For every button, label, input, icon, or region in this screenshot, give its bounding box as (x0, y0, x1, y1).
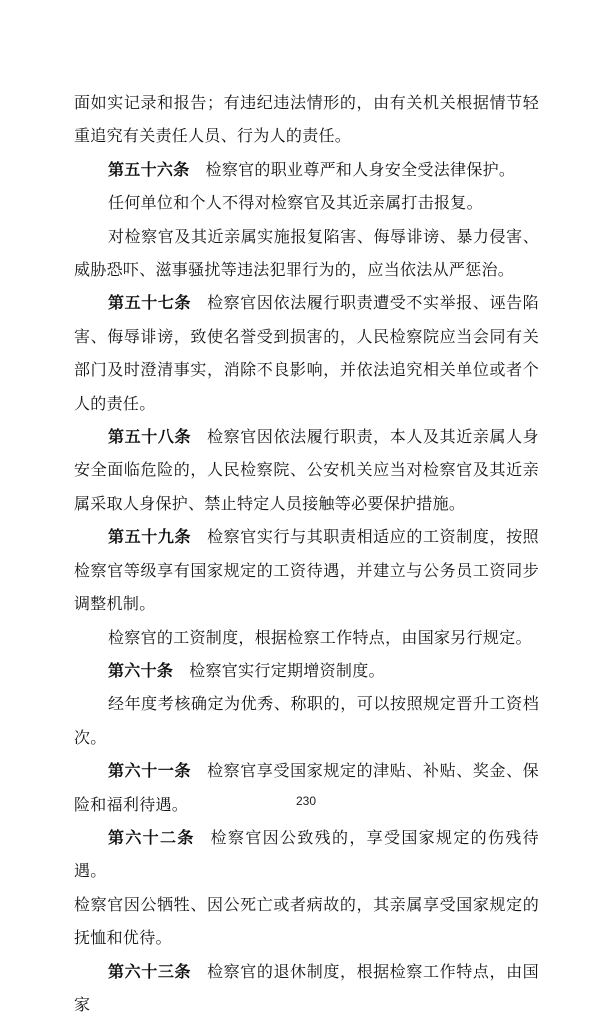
paragraph-text: 面如实记录和报告；有违纪违法情形的，由有关机关根据情节轻重追究有关责任人员、行为人的责任。 (74, 93, 539, 146)
paragraph (74, 955, 539, 1021)
paragraph-text: 检察官的工资制度，根据检察工作特点，由国家另行规定。 (108, 627, 532, 647)
paragraph-text: 检察官因公牺牲、因公死亡或者病故的，其亲属享受国家规定的抚恤和优待。 (74, 894, 539, 948)
paragraph-text: 对检察官及其近亲属实施报复陷害、侮辱诽谤、暴力侵害、威胁恐吓、滋事骚扰等违法犯罪行为的，应当依法从严惩治。 (74, 226, 539, 280)
paragraph (74, 888, 539, 955)
article-number: 第六十一条 (108, 761, 192, 781)
article-number: 第六十三条 (108, 961, 192, 981)
paragraph-text: 检察官因公致残的，享受国家规定的伤残待遇。 (74, 827, 539, 881)
article-number: 第六十条 (108, 660, 174, 680)
paragraph (74, 621, 539, 654)
paragraph (74, 821, 539, 888)
page-number: 230 (295, 794, 317, 808)
paragraph (74, 520, 539, 620)
paragraph-text: 任何单位和个人不得对检察官及其近亲属打击报复。 (108, 193, 483, 213)
paragraph-text: 检察官的职业尊严和人身安全受法律保护。 (205, 159, 516, 179)
paragraph-text: 检察官实行定期增资制度。 (189, 660, 385, 680)
paragraph (74, 687, 539, 754)
paragraph (74, 153, 539, 186)
article-number: 第五十六条 (108, 159, 190, 179)
paragraph-text: 检察官的退休制度，根据检察工作特点，由国家 (74, 961, 539, 1014)
article-number: 第五十九条 (108, 527, 192, 547)
paragraph-text: 检察官因依法履行职责，本人及其近亲属人身安全面临危险的，人民检察院、公安机关应当对检察官及其近亲属采取人身保护、禁止特定人员接触等必要保护措施。 (74, 427, 539, 513)
paragraph (74, 220, 539, 287)
paragraph (74, 286, 539, 420)
body-text (74, 86, 539, 1021)
paragraph (74, 86, 539, 153)
article-number: 第五十七条 (108, 293, 192, 313)
paragraph-text: 检察官享受国家规定的津贴、补贴、奖金、保险和福利待遇。 (74, 761, 539, 814)
paragraph-text: 检察官实行与其职责相适应的工资制度，按照检察官等级享有国家规定的工资待遇，并建立与公务员工资同步调整机制。 (74, 527, 539, 614)
paragraph (74, 420, 539, 520)
paragraph (74, 654, 539, 687)
paragraph-text: 检察官因依法履行职责遭受不实举报、诬告陷害、侮辱诽谤，致使名誉受到损害的，人民检察院应当会同有关部门及时澄清事实，消除不良影响，并依法追究相关单位或者个人的责任。 (74, 293, 539, 413)
paragraph (74, 754, 539, 821)
article-number: 第六十二条 (108, 827, 195, 847)
article-number: 第五十八条 (108, 427, 192, 447)
paragraph (74, 186, 539, 219)
paragraph-text: 经年度考核确定为优秀、称职的，可以按照规定晋升工资档次。 (74, 694, 539, 747)
